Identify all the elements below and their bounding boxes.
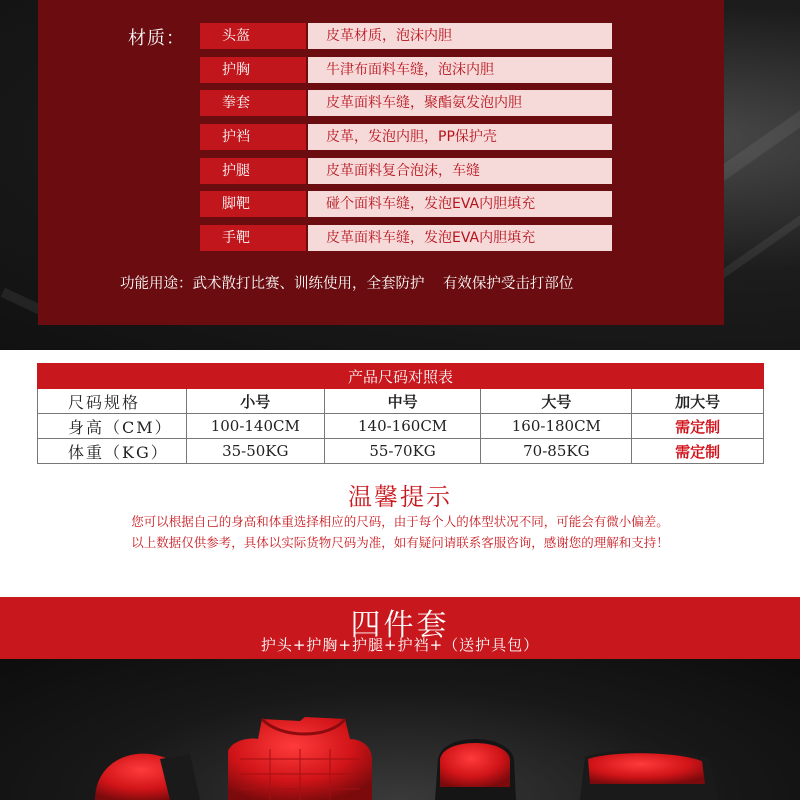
- helmet-icon: [95, 754, 200, 800]
- material-row-chest: [200, 57, 612, 83]
- header-cell: 大号: [481, 389, 632, 414]
- header-cell: 小号: [186, 389, 324, 414]
- tips-line: 以上数据仅供参考，具体以实际货物尺码为准，如有疑问请联系客服咨询，感谢您的理解和支持！: [131, 535, 669, 550]
- material-row-gloves: [200, 90, 612, 116]
- material-row-kick-target: [200, 191, 612, 217]
- table-row: [38, 439, 764, 464]
- table-cell: 需定制: [632, 414, 764, 439]
- usage-text: 功能用途：武术散打比赛、训练使用，全套防护 有效保护受击打部位: [120, 276, 574, 292]
- material-label: 手靶: [200, 225, 306, 251]
- material-row-hand-target: [200, 225, 612, 251]
- material-value: 皮革面料车缝，发泡EVA内胆填充: [308, 225, 612, 251]
- material-value: 皮革，发泡内胆，PP保护壳: [308, 124, 612, 150]
- table-cell: 160-180CM: [481, 414, 632, 439]
- leg-guard-icon: [435, 739, 516, 800]
- product-photo: [0, 659, 800, 800]
- tips-title: 温馨提示: [348, 483, 452, 511]
- material-value: 碰个面料车缝，发泡EVA内胆填充: [308, 191, 612, 217]
- material-label: 拳套: [200, 90, 306, 116]
- material-label: 脚靶: [200, 191, 306, 217]
- set-title: 四件套: [350, 608, 450, 643]
- size-table-header-row: [38, 389, 764, 414]
- row-label: 体重（KG）: [38, 439, 187, 464]
- material-label: 头盔: [200, 23, 306, 49]
- material-value: 皮革面料复合泡沫，车缝: [308, 158, 612, 184]
- material-label: 护胸: [200, 57, 306, 83]
- header-cell: 加大号: [632, 389, 764, 414]
- size-table: [37, 363, 764, 464]
- material-label: 护裆: [200, 124, 306, 150]
- material-row-helmet: [200, 23, 612, 49]
- table-cell: 100-140CM: [186, 414, 324, 439]
- table-cell: 70-85KG: [481, 439, 632, 464]
- product-illustration: [0, 659, 800, 800]
- materials-heading: 材质：: [128, 28, 185, 49]
- table-row: [38, 414, 764, 439]
- row-label: 身高（CM）: [38, 414, 187, 439]
- set-subtitle: 护头+护胸+护腿+护裆+（送护具包）: [260, 636, 540, 654]
- size-table-title-row: [38, 364, 764, 389]
- size-table-title: 产品尺码对照表: [38, 364, 764, 389]
- header-cell: 中号: [324, 389, 481, 414]
- groin-guard-icon: [580, 750, 718, 800]
- material-row-groin: [200, 124, 612, 150]
- material-value: 皮革面料车缝，聚酯氨发泡内胆: [308, 90, 612, 116]
- table-cell: 需定制: [632, 439, 764, 464]
- header-cell: 尺码规格: [38, 389, 187, 414]
- table-cell: 140-160CM: [324, 414, 481, 439]
- table-cell: 55-70KG: [324, 439, 481, 464]
- chest-protector-icon: [228, 717, 372, 800]
- material-value: 牛津布面料车缝，泡沫内胆: [308, 57, 612, 83]
- table-cell: 35-50KG: [186, 439, 324, 464]
- material-value: 皮革材质，泡沫内胆: [308, 23, 612, 49]
- material-label: 护腿: [200, 158, 306, 184]
- material-row-leg: [200, 158, 612, 184]
- tips-line: 您可以根据自己的身高和体重选择相应的尺码，由于每个人的体型状况不同，可能会有微小偏差。: [131, 514, 669, 529]
